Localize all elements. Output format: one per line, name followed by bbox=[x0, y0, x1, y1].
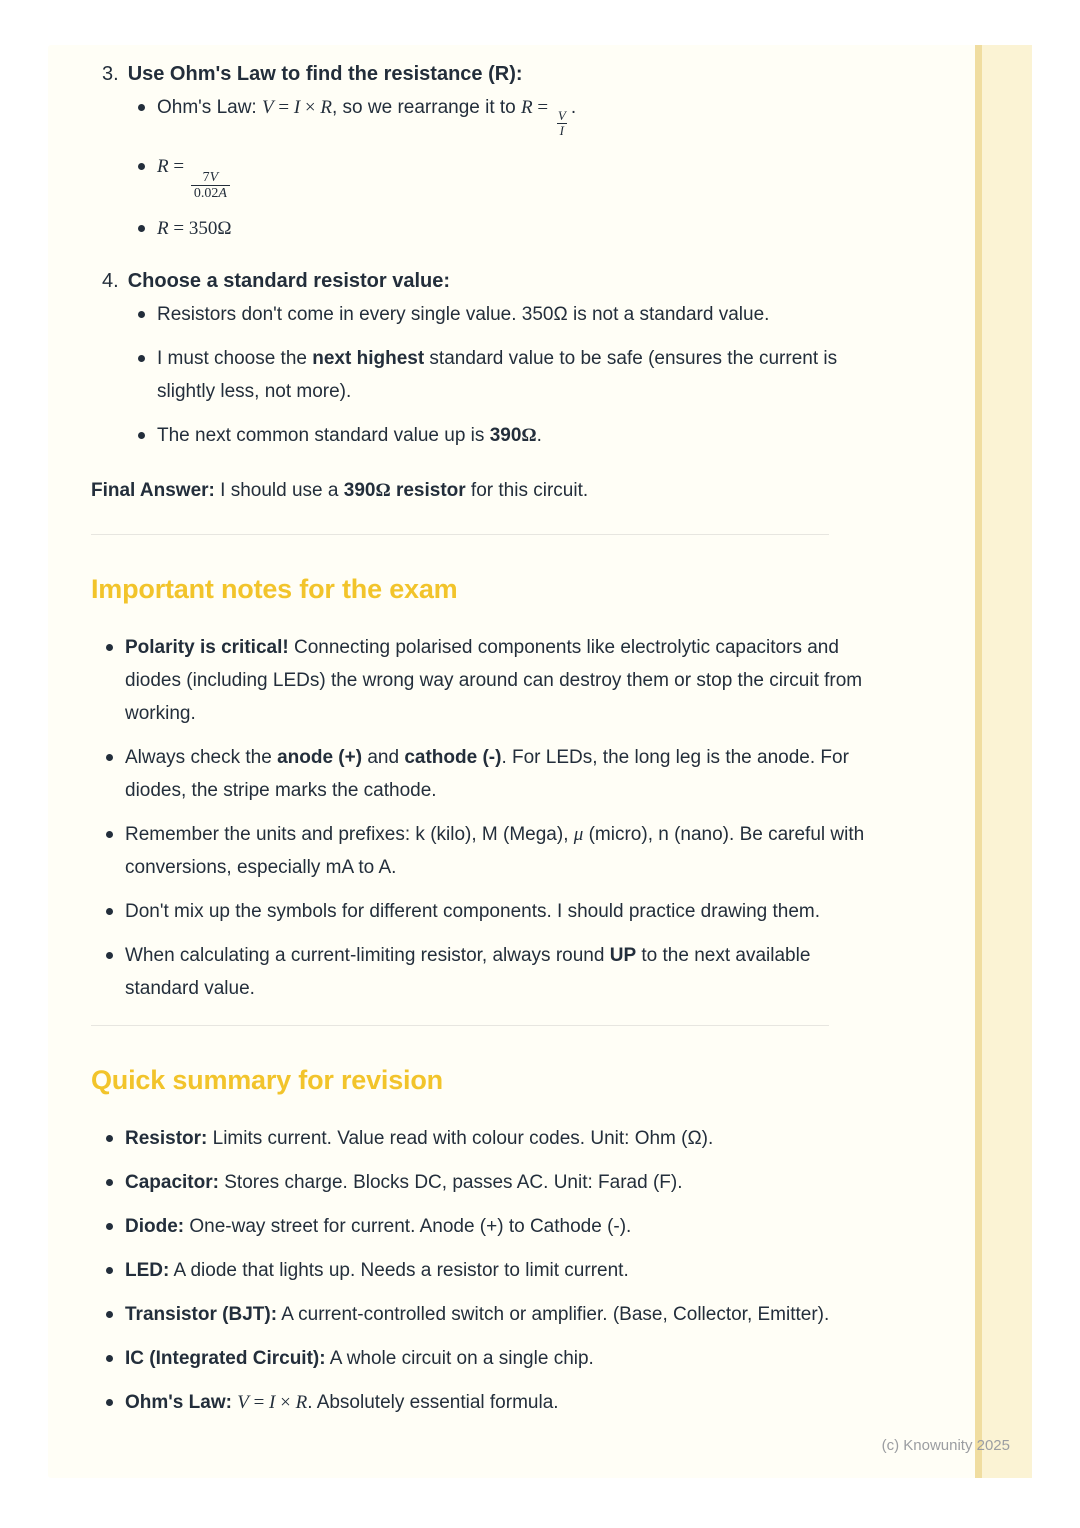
list-item bbox=[91, 939, 875, 1005]
exam-notes-section bbox=[91, 572, 875, 1005]
section-heading-quick-summary: Quick summary for revision bbox=[91, 1065, 443, 1096]
step-number: 4. bbox=[102, 270, 119, 293]
list-item-text: When calculating a current-limiting resistor, always round UP to the next available standard value. bbox=[125, 945, 811, 1000]
bullet-icon bbox=[106, 1267, 113, 1274]
list-item bbox=[91, 419, 875, 452]
bullet-icon bbox=[106, 1135, 113, 1142]
list-item bbox=[91, 298, 875, 331]
list-item bbox=[91, 150, 875, 202]
bullet-icon bbox=[106, 1355, 113, 1362]
list-item-text: Ohm's Law: V = I × R. Absolutely essential formula. bbox=[125, 1392, 559, 1414]
bullet-icon bbox=[106, 754, 113, 761]
list-item bbox=[91, 631, 875, 730]
notes-sheet bbox=[48, 45, 975, 1478]
bullet-icon bbox=[138, 225, 145, 232]
list-item-text: Diode: One-way street for current. Anode (+) to Cathode (-). bbox=[125, 1216, 632, 1238]
list-item bbox=[91, 895, 875, 928]
page-edge-band bbox=[982, 45, 1032, 1478]
worked-example-section bbox=[91, 58, 875, 507]
list-item-text: Always check the anode (+) and cathode (-). For LEDs, the long leg is the anode. For diodes, the stripe marks the cathode. bbox=[125, 747, 849, 802]
list-item-text: Remember the units and prefixes: k (kilo), M (Mega), μ (micro), n (nano). Be careful with conversions, especially mA to A. bbox=[125, 824, 865, 879]
list-item bbox=[91, 1122, 875, 1155]
list-item bbox=[91, 1298, 875, 1331]
step-number: 3. bbox=[102, 63, 119, 85]
list-item-text: Capacitor: Stores charge. Blocks DC, passes AC. Unit: Farad (F). bbox=[125, 1172, 683, 1194]
bullet-icon bbox=[138, 104, 145, 111]
math-fraction: $\frac{V}{I}$ bbox=[557, 108, 566, 139]
list-item-text: R = $\frac{7V}{0.02A}$ bbox=[157, 156, 232, 177]
bullet-icon bbox=[106, 644, 113, 651]
step-heading bbox=[91, 265, 875, 298]
section-divider bbox=[91, 1025, 829, 1026]
bullet-icon bbox=[106, 952, 113, 959]
bullet-icon bbox=[106, 1223, 113, 1230]
list-item bbox=[91, 1386, 875, 1419]
list-item-text: The next common standard value up is 390Ω. bbox=[157, 425, 542, 447]
list-item-text: Ohm's Law: V = I × R, so we rearrange it to R = $\frac{V}{I}$ . bbox=[157, 97, 577, 139]
page-edge-line bbox=[975, 45, 982, 1478]
list-item bbox=[91, 1210, 875, 1243]
exam-notes-bullet-list bbox=[91, 631, 875, 1005]
list-item-text: Transistor (BJT): A current-controlled switch or amplifier. (Base, Collector, Emitter). bbox=[125, 1304, 830, 1326]
list-item bbox=[91, 1254, 875, 1287]
list-item bbox=[91, 818, 875, 884]
list-item bbox=[91, 342, 875, 408]
section-heading-exam-notes: Important notes for the exam bbox=[91, 574, 458, 605]
list-item-text: IC (Integrated Circuit): A whole circuit on a single chip. bbox=[125, 1348, 594, 1370]
list-item bbox=[91, 1342, 875, 1375]
bullet-icon bbox=[106, 1399, 113, 1406]
list-item-text: Don't mix up the symbols for different components. I should practice drawing them. bbox=[125, 901, 821, 923]
bullet-icon bbox=[106, 1311, 113, 1318]
step-heading bbox=[91, 58, 875, 91]
list-item-text: I must choose the next highest standard value to be safe (ensures the current is slightly less, not more). bbox=[157, 348, 838, 403]
step-item-4 bbox=[91, 265, 875, 452]
bullet-icon bbox=[138, 355, 145, 362]
quick-summary-bullet-list bbox=[91, 1122, 875, 1419]
step-item-3 bbox=[91, 58, 875, 245]
list-item bbox=[91, 91, 875, 139]
list-item-text: Polarity is critical! Connecting polarised components like electrolytic capacitors and diodes (including LEDs) the wrong way around can destroy them or stop the circuit from working. bbox=[125, 637, 863, 725]
bullet-icon bbox=[106, 831, 113, 838]
list-item-text: Resistor: Limits current. Value read with colour codes. Unit: Ohm (Ω). bbox=[125, 1128, 714, 1150]
list-item-text: Resistors don't come in every single value. 350Ω is not a standard value. bbox=[157, 304, 770, 326]
bullet-icon bbox=[138, 432, 145, 439]
bullet-icon bbox=[106, 908, 113, 915]
step-title: Choose a standard resistor value: bbox=[127, 270, 451, 293]
list-item bbox=[91, 741, 875, 807]
bullet-icon bbox=[138, 163, 145, 170]
step-title: Use Ohm's Law to find the resistance (R): bbox=[127, 63, 523, 85]
quick-summary-section bbox=[91, 1063, 875, 1419]
section-divider bbox=[91, 534, 829, 535]
list-item bbox=[91, 1166, 875, 1199]
list-item-text: LED: A diode that lights up. Needs a resistor to limit current. bbox=[125, 1260, 629, 1282]
math-fraction: $\frac{7V}{0.02A}$ bbox=[191, 170, 230, 202]
bullet-icon bbox=[106, 1179, 113, 1186]
list-item-text: R = 350Ω bbox=[157, 218, 232, 240]
step-bullet-list bbox=[91, 91, 875, 245]
copyright-watermark: (c) Knowunity 2025 bbox=[881, 1437, 1010, 1454]
final-answer: Final Answer: I should use a 390Ω resistor for this circuit. bbox=[91, 480, 589, 502]
step-bullet-list bbox=[91, 298, 875, 452]
list-item bbox=[91, 212, 875, 245]
bullet-icon bbox=[138, 311, 145, 318]
